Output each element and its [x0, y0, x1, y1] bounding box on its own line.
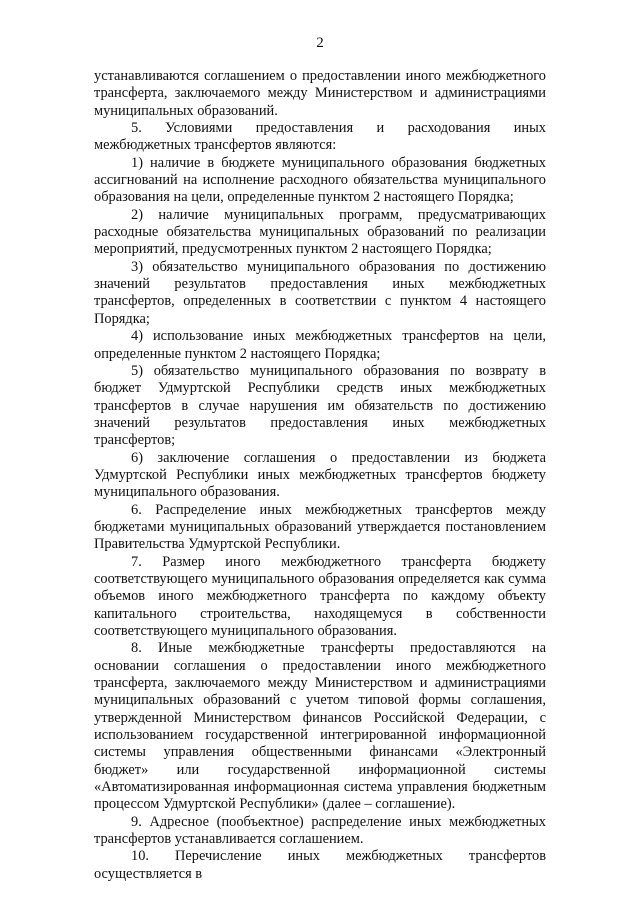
paragraph: 5. Условиями предоставления и расходования иных межбюджетных трансфертов являются:	[94, 120, 546, 154]
paragraph: 5) обязательство муниципального образования по возврату в бюджет Удмуртской Республики средств иных межбюджетных трансфертов в случае нарушения им обязательств по достижению значений результатов предоставления иных межбюджетных трансфертов;	[94, 362, 546, 449]
paragraph: 6. Распределение иных межбюджетных трансфертов между бюджетами муниципальных образований утверждается постановлением Правительства Удмуртской Республики.	[94, 501, 546, 553]
paragraph: 9. Адресное (пообъектное) распределение иных межбюджетных трансфертов устанавливается соглашением.	[94, 813, 546, 848]
paragraph: 8. Иные межбюджетные трансферты предоставляются на основании соглашения о предоставлении иного межбюджетного трансферта, заключаемого между Министерством и администрациями муниципальных образований с учетом типовой формы соглашения, утвержденной Министерством финансов Российской Федерации, с использованием государственной интегрированной информационной системы управления общественными финансами «Электронный бюджет» или государственной информационной системы «Автоматизированная информационная система управления бюджетным процессом Удмуртской Республики» (далее – соглашение).	[94, 640, 546, 813]
paragraph: 2) наличие муниципальных программ, предусматривающих расходные обязательства муниципальных образований по реализации мероприятий, предусмотренных пунктом 2 настоящего Порядка;	[94, 206, 546, 258]
paragraph: 4) использование иных межбюджетных трансфертов на цели, определенные пунктом 2 настоящего Порядка;	[94, 328, 546, 362]
paragraph: 3) обязательство муниципального образования по достижению значений результатов предоставления иных межбюджетных трансфертов, определенных в соответствии с пунктом 4 настоящего Порядка;	[94, 258, 546, 327]
paragraph: 1) наличие в бюджете муниципального образования бюджетных ассигнований на исполнение расходного обязательства муниципального образования на цели, определенные пунктом 2 настоящего Порядка;	[94, 154, 546, 206]
paragraph: 6) заключение соглашения о предоставлении из бюджета Удмуртской Республики иных межбюджетных трансфертов бюджету муниципального образования.	[94, 449, 546, 501]
paragraph: устанавливаются соглашением о предоставлении иного межбюджетного трансферта, заключаемого между Министерством и администрациями муниципальных образований.	[94, 68, 546, 119]
paragraph: 10. Перечисление иных межбюджетных трансфертов осуществляется в	[94, 848, 546, 882]
paragraph: 7. Размер иного межбюджетного трансферта бюджету соответствующего муниципального образования определяется как сумма объемов иного межбюджетного трансферта по каждому объекту капитального строительства, находящемуся в собственности соответствующего муниципального образования.	[94, 553, 546, 639]
document-body	[94, 68, 546, 883]
page-number: 2	[316, 35, 324, 51]
